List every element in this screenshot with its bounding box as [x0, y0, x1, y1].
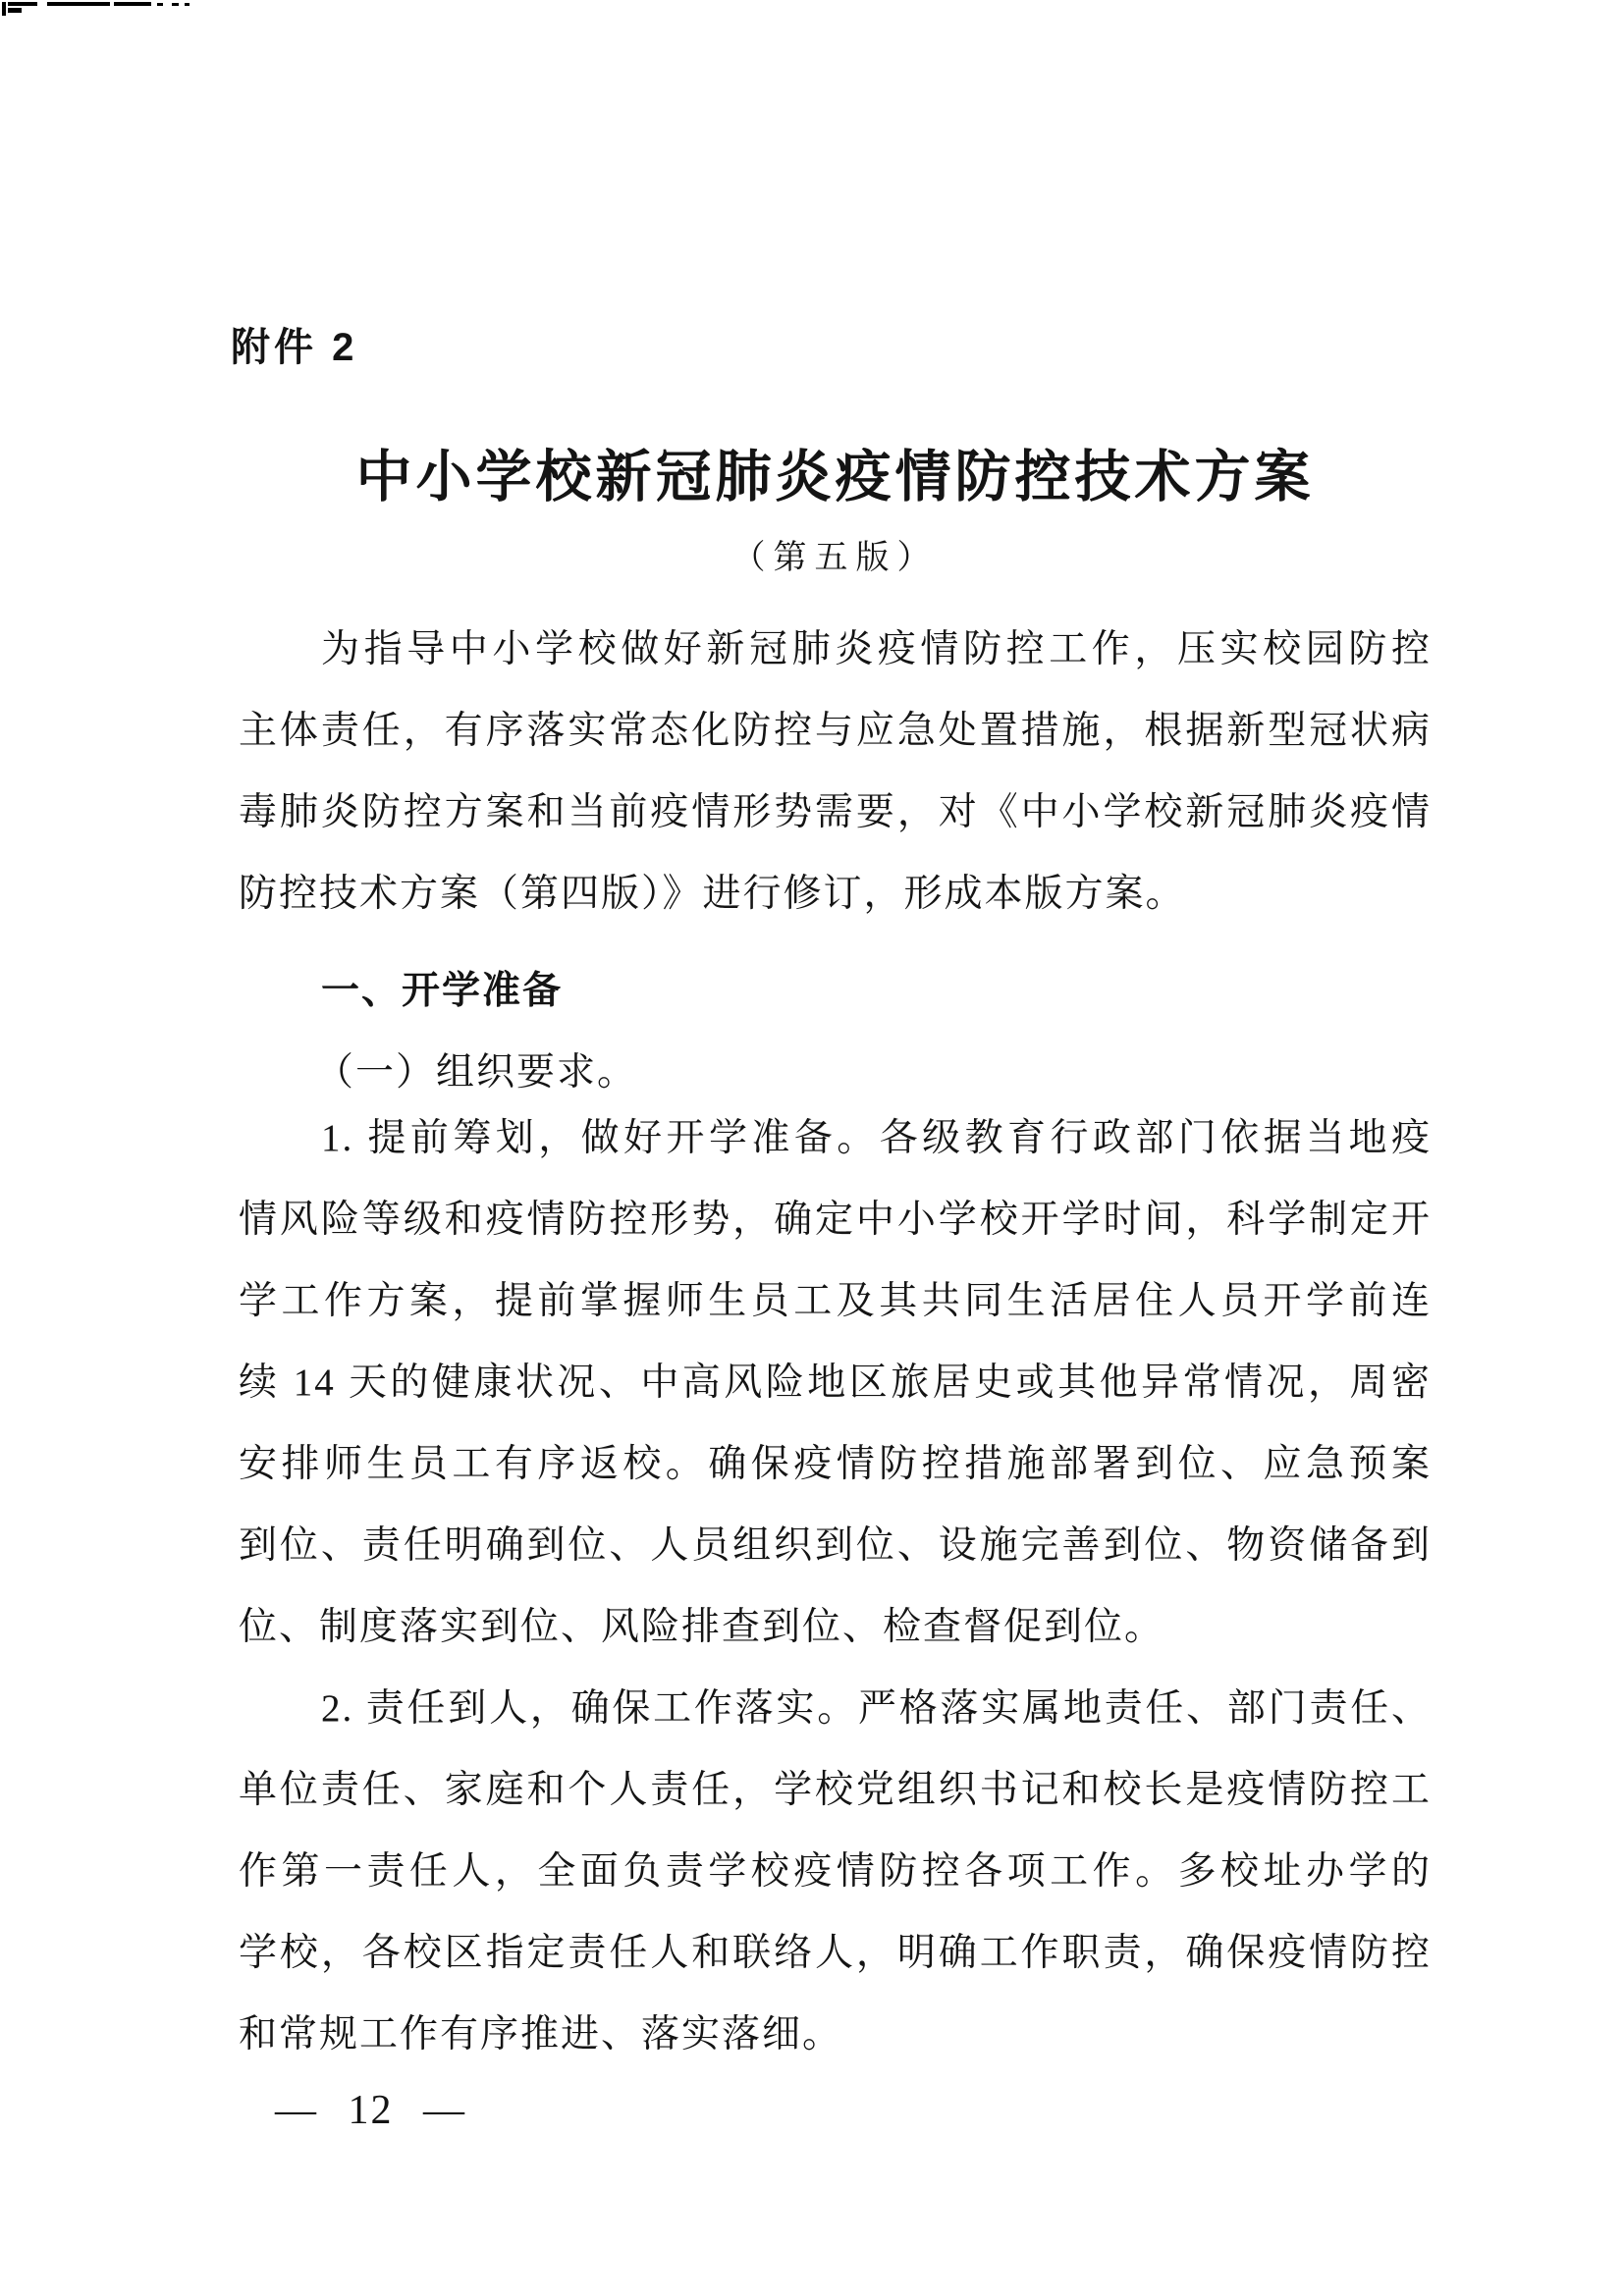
scan-artifact	[185, 3, 189, 6]
item1-line-6: 到位、责任明确到位、人员组织到位、设施完善到位、物资储备到	[239, 1524, 1432, 1567]
attachment-label: 附件 2	[231, 326, 358, 369]
intro-line-3: 毒肺炎防控方案和当前疫情形势需要，对《中小学校新冠肺炎疫情	[239, 791, 1432, 833]
intro-line-2: 主体责任，有序落实常态化防控与应急处置措施，根据新型冠状病	[239, 710, 1432, 752]
scan-artifact	[172, 3, 179, 6]
scan-artifact	[8, 8, 22, 13]
scan-artifact	[157, 3, 163, 6]
item2-line-1: 2. 责任到人，确保工作落实。严格落实属地责任、部门责任、	[321, 1687, 1432, 1730]
page-number: — 12 —	[275, 2088, 466, 2133]
scan-artifact	[2, 2, 6, 16]
subsection-heading: （一）组织要求。	[315, 1051, 638, 1094]
document-subtitle: （第五版）	[731, 540, 939, 576]
section-heading: 一、开学准备	[321, 970, 564, 1012]
item1-line-1: 1. 提前筹划，做好开学准备。各级教育行政部门依据当地疫	[321, 1117, 1432, 1159]
document-title: 中小学校新冠肺炎疫情防控技术方案	[355, 446, 1315, 508]
item1-line-2: 情风险等级和疫情防控形势，确定中小学校开学时间，科学制定开	[239, 1199, 1432, 1241]
item2-line-5: 和常规工作有序推进、落实落细。	[239, 2013, 843, 2056]
scan-artifact	[8, 2, 37, 6]
scan-artifact	[47, 2, 110, 6]
item1-line-5: 安排师生员工有序返校。确保疫情防控措施部署到位、应急预案	[239, 1443, 1432, 1485]
intro-line-1: 为指导中小学校做好新冠肺炎疫情防控工作，压实校园防控	[321, 628, 1432, 670]
document-body	[239, 609, 1432, 2075]
item1-line-7: 位、制度落实到位、风险排查到位、检查督促到位。	[239, 1606, 1165, 1648]
scan-artifact	[114, 2, 151, 6]
intro-line-4: 防控技术方案（第四版）》进行修订，形成本版方案。	[239, 873, 1186, 915]
item2-line-3: 作第一责任人，全面负责学校疫情防控各项工作。多校址办学的	[239, 1850, 1432, 1893]
item1-line-3: 学工作方案，提前掌握师生员工及其共同生活居住人员开学前连	[239, 1280, 1432, 1322]
item2-line-2: 单位责任、家庭和个人责任，学校党组织书记和校长是疫情防控工	[239, 1769, 1432, 1811]
item1-line-4: 续 14 天的健康状况、中高风险地区旅居史或其他异常情况，周密	[239, 1362, 1432, 1404]
item2-line-4: 学校，各校区指定责任人和联络人，明确工作职责，确保疫情防控	[239, 1932, 1432, 1974]
